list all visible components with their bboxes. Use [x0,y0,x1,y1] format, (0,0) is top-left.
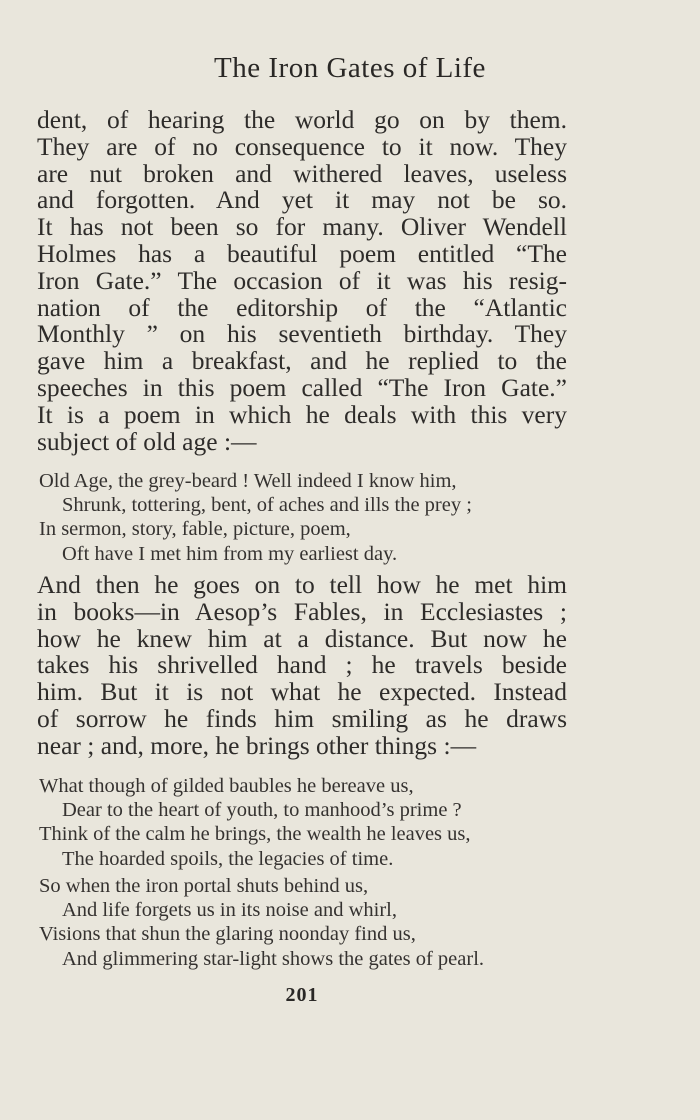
text-line: of sorrow he finds him smiling as he draws [37,703,567,733]
page-number: 201 [285,984,319,1006]
paragraph-2 [37,572,567,760]
running-head: The Iron Gates of Life [214,52,486,84]
verse-line: Think of the calm he brings, the wealth he leaves us, [39,823,471,846]
verse-stanza-2 [39,774,579,871]
text-line: They are of no consequence to it now. They [37,131,567,161]
text-line: subject of old age :— [37,426,257,456]
text-line: speeches in this poem called “The Iron Gate.” [37,372,567,402]
text-line: him. But it is not what he expected. Instead [37,677,567,707]
verse-stanza-3 [39,874,579,971]
verse-line: Old Age, the grey-beard ! Well indeed I know him, [39,470,457,492]
text-line: nation of the editorship of the “Atlantic [37,292,567,322]
paragraph-1 [37,107,567,455]
verse-line: What though of gilded baubles he bereave us, [39,775,414,797]
verse-line: In sermon, story, fable, picture, poem, [39,518,351,541]
text-line: gave him a breakfast, and he replied to the [37,346,567,376]
text-line: takes his shrivelled hand ; he travels beside [37,650,567,680]
text-line: in books—in Aesop’s Fables, in Ecclesiastes ; [37,596,567,626]
verse-line: Dear to the heart of youth, to manhood’s prime ? [62,799,462,822]
text-line: Iron Gate.” The occasion of it was his resig- [37,265,567,295]
text-line: and forgotten. And yet it may not be so. [37,185,567,215]
verse-line: So when the iron portal shuts behind us, [39,875,369,897]
text-line: dent, of hearing the world go on by them. [37,105,567,134]
text-line: how he knew him at a distance. But now he [37,623,567,653]
verse-stanza-1 [39,469,579,566]
verse-line: Shrunk, tottering, bent, of aches and ills the prey ; [62,494,472,517]
verse-line: And glimmering star-light shows the gates of pearl. [62,947,485,970]
verse-line: The hoarded spoils, the legacies of time. [62,847,394,870]
text-line: Monthly ” on his seventieth birthday. They [37,319,567,349]
verse-line: Visions that shun the glaring noonday find us, [39,923,416,946]
verse-line: Oft have I met him from my earliest day. [62,542,398,565]
text-line: Holmes has a beautiful poem entitled “The [37,238,567,268]
text-line: It is a poem in which he deals with this very [37,399,567,429]
text-line: near ; and, more, he brings other things :— [37,730,477,760]
verse-line: And life forgets us in its noise and whirl, [62,899,397,922]
text-line: are nut broken and withered leaves, useless [37,158,567,188]
text-line: It has not been so for many. Oliver Wendell [37,212,567,242]
text-line: And then he goes on to tell how he met him [37,570,567,599]
